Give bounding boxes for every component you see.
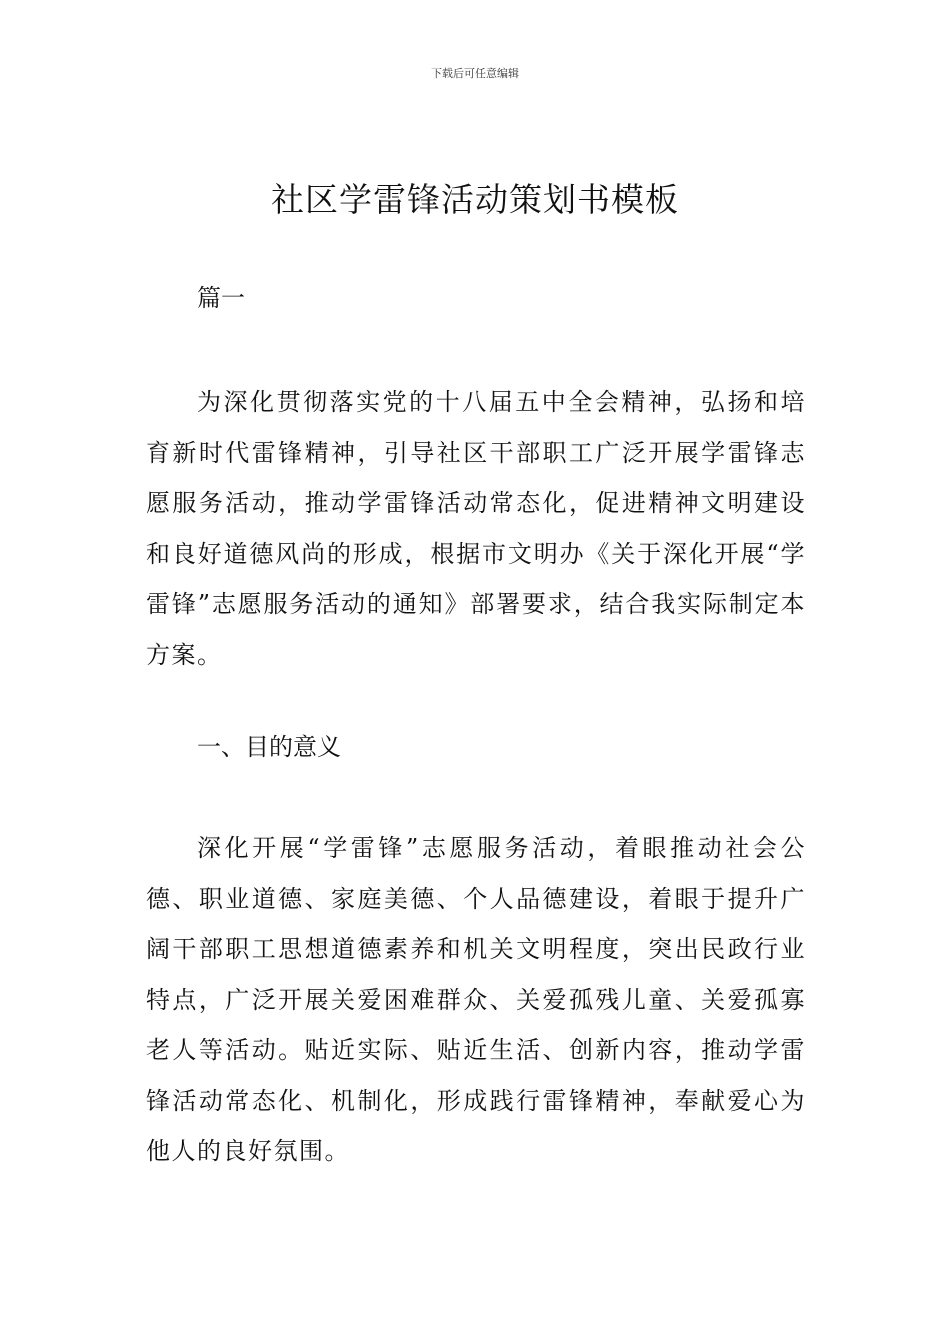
document-title: 社区学雷锋活动策划书模板 <box>271 180 679 219</box>
purpose-paragraph: 深化开展“学雷锋”志愿服务活动，着眼推动社会公德、职业道德、家庭美德、个人品德建设，着眼于提升广阔干部职工思想道德素养和机关文明程度，突出民政行业特点，广泛开展关爱困难群众、关爱孤残儿童、关爱孤寡老人等活动。贴近实际、贴近生活、创新内容，推动学雷锋活动常态化、机制化，形成践行雷锋精神，奉献爱心为他人的良好氛围。 <box>146 834 806 1165</box>
intro-paragraph: 为深化贯彻落实党的十八届五中全会精神，弘扬和培育新时代雷锋精神，引导社区干部职工广泛开展学雷锋志愿服务活动，推动学雷锋活动常态化，促进精神文明建设和良好道德风尚的形成，根据市文明办《关于深化开展“学雷锋”志愿服务活动的通知》部署要求，结合我实际制定本方案。 <box>146 388 806 669</box>
part-label: 篇一 <box>197 284 245 312</box>
header-note: 下载后可任意编辑 <box>431 67 519 80</box>
section-heading-purpose: 一、目的意义 <box>197 733 341 761</box>
